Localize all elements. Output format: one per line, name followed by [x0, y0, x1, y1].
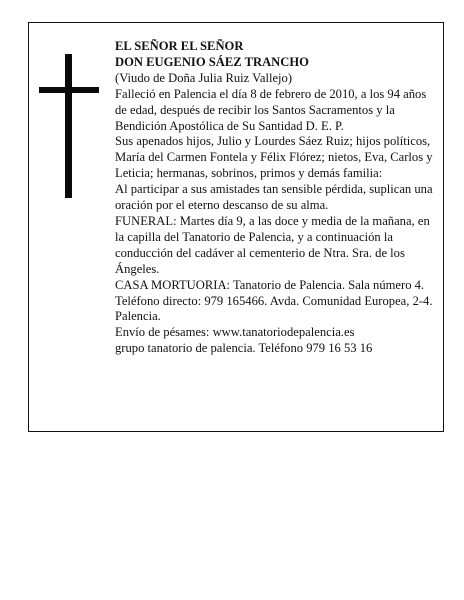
- family-paragraph: Sus apenados hijos, Julio y Lourdes Sáez Ruiz; hijos políticos, María del Carmen Fontela y Félix Flórez; nietos, Eva, Carlos y Leticia; hermanas, sobrinos, primos y demás familia:: [115, 134, 433, 181]
- deceased-name: DON EUGENIO SÁEZ TRANCHO: [115, 54, 309, 69]
- widower-note: (Viudo de Doña Julia Ruiz Vallejo): [115, 70, 293, 85]
- obituary-notice: [28, 22, 444, 432]
- funeral-home-paragraph: CASA MORTUORIA: Tanatorio de Palencia. Sala número 4. Teléfono directo: 979 165466. Avda. Comunidad Europea, 2-4. Palencia.: [115, 277, 433, 324]
- death-paragraph: Falleció en Palencia el día 8 de febrero de 2010, a los 94 años de edad, después de recibir los Santos Sacramentos y la Bendición Apostólica de Su Santidad D. E. P.: [115, 86, 427, 133]
- funeral-paragraph: FUNERAL: Martes día 9, a las doce y media de la mañana, en la capilla del Tanatorio de Palencia, y a continuación la conducción del cadáver al cementerio de Ntra. Sra. de los Ángeles.: [115, 213, 430, 276]
- obituary-text: [115, 39, 437, 357]
- cross-icon-arm: [39, 87, 99, 93]
- heading-line-1: EL SEÑOR EL SEÑOR: [115, 39, 244, 53]
- cross-icon: [65, 54, 72, 198]
- condolences-line: Envío de pésames: www.tanatoriodepalencia.es: [115, 325, 355, 340]
- prayer-request: Al participar a sus amistades tan sensible pérdida, suplican una oración por el eterno descanso de su alma.: [115, 182, 433, 213]
- funeral-group-line: grupo tanatorio de palencia. Teléfono 979 16 53 16: [115, 341, 373, 356]
